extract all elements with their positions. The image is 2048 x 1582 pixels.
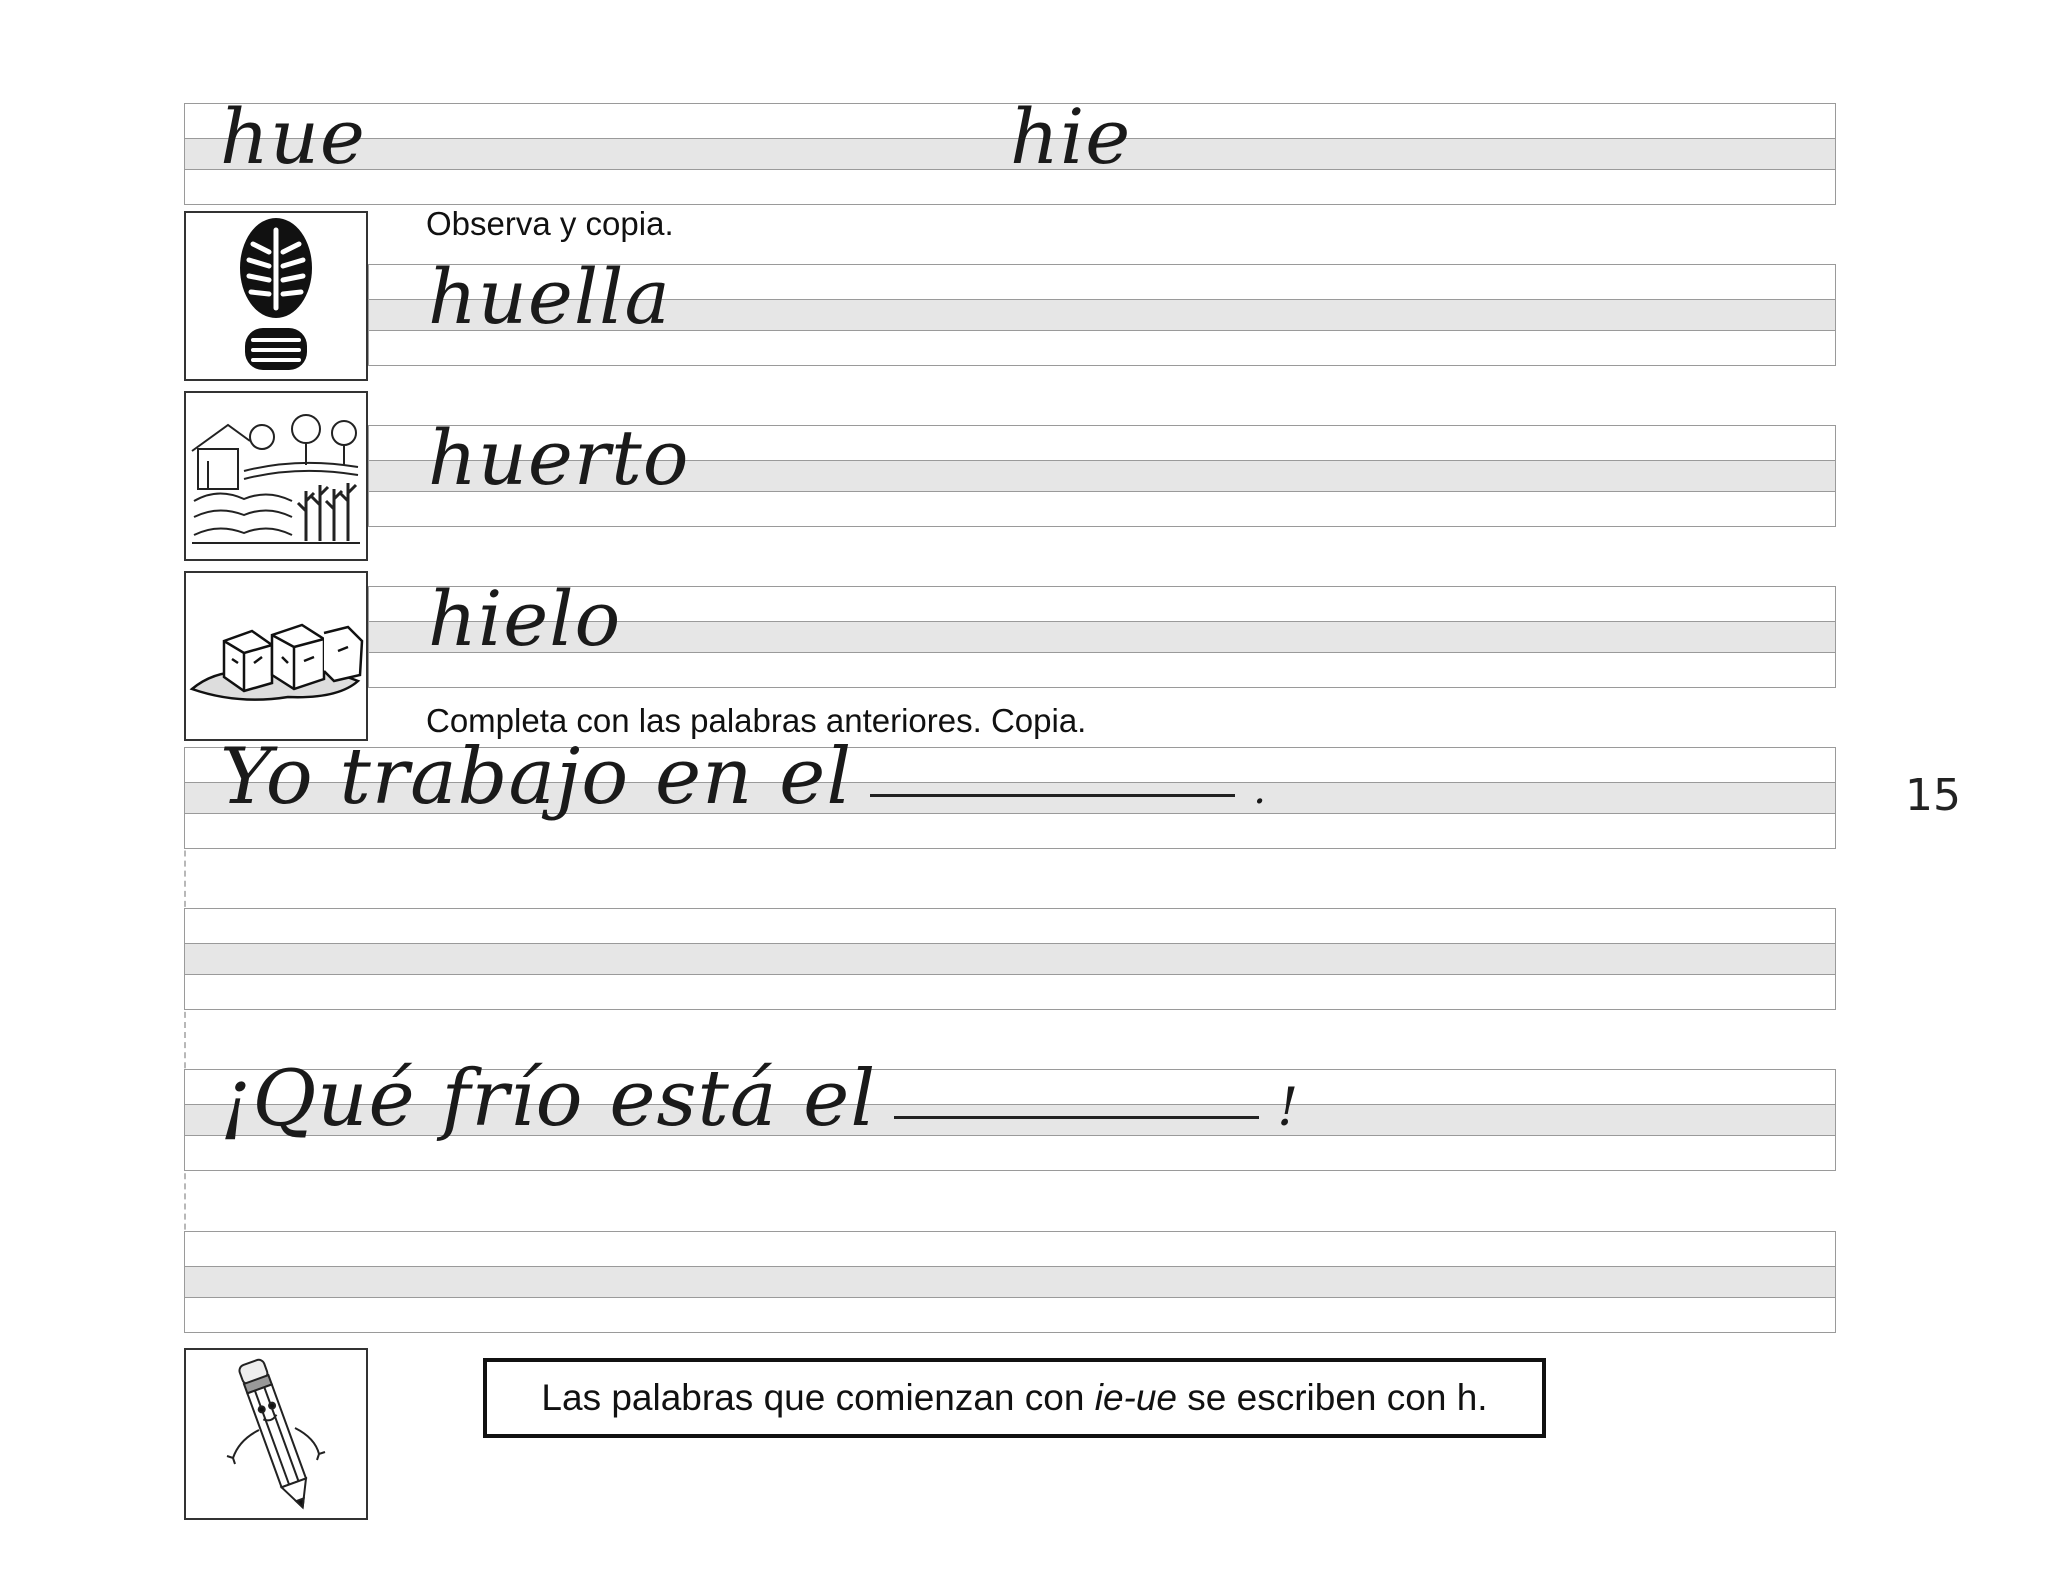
garden-picture [184,391,368,561]
rule-note-emphasis: ie-ue [1094,1377,1178,1418]
sentence-2-end: ! [1277,1078,1300,1138]
rule-note-after: se escriben con h. [1177,1377,1488,1418]
footprint-icon [231,216,321,376]
sentence-1 [220,732,1267,822]
writing-lines-practice-1[interactable] [184,908,1836,1010]
sentence-2-blank[interactable] [894,1116,1259,1119]
rule-note-text [541,1377,1487,1419]
ice-cubes-picture [184,571,368,741]
syllable-hie: hie [1010,92,1132,181]
page-number: 15 [1905,770,1961,821]
writing-lines-practice-2[interactable] [184,1231,1836,1333]
sentence-1-blank[interactable] [870,794,1235,797]
rule-note-before: Las palabras que comienzan con [541,1377,1095,1418]
instruction-observe-copy: Observa y copia. [426,205,674,242]
sentence-1-end: . [1253,767,1267,813]
instruction-complete-copy: Completa con las palabras anteriores. Copia. [426,702,1087,739]
word-huella: huella [428,252,671,341]
sentence-1-text: Yo trabajo en el [220,732,853,822]
rule-note-box [483,1358,1546,1438]
margin-guide [184,790,186,1270]
sentence-2-text: ¡Qué frío está el [220,1054,877,1144]
pencil-character-icon [211,1350,341,1518]
syllable-hue: hue [220,92,366,181]
pencil-character-picture [184,1348,368,1520]
footprint-picture [184,211,368,381]
ice-cubes-icon [188,601,364,711]
sentence-2 [220,1054,1299,1144]
word-huerto: huerto [428,413,690,502]
word-hielo: hielo [428,574,622,663]
garden-icon [188,401,364,551]
